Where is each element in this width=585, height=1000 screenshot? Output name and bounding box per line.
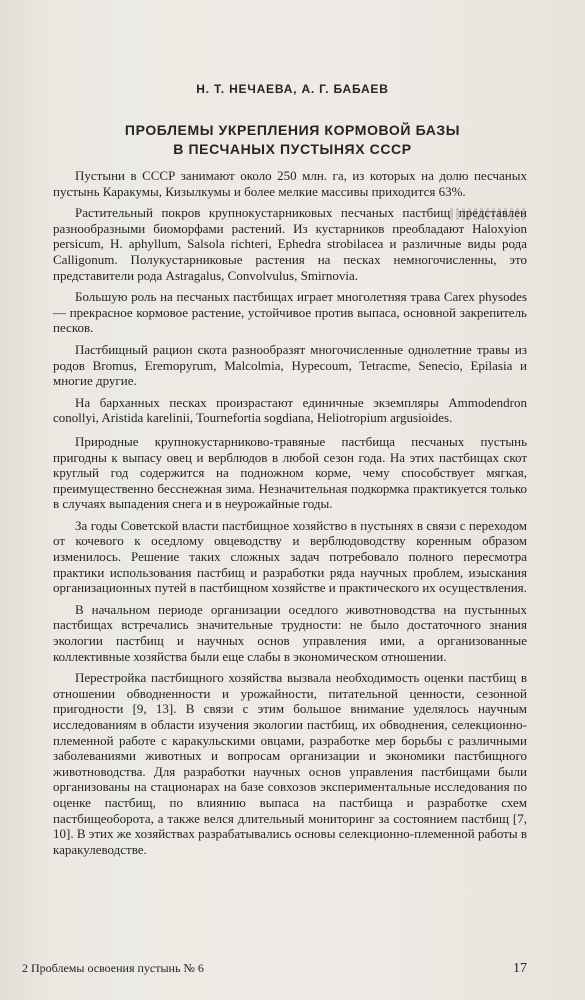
page-footer	[22, 961, 527, 977]
paragraph-1: Пустыни в СССР занимают около 250 млн. га, из которых на долю песчаных пустынь Каракумы, Кизылкумы и более мелкие массивы приходится 63%.	[53, 168, 527, 199]
paragraph-5: На барханных песках произрастают единичные экземпляры Ammodendron conollyi, Aristida karelinii, Tournefortia sogdiana, Heliotropium argusioides.	[53, 394, 527, 426]
title-line-1: ПРОБЛЕМЫ УКРЕПЛЕНИЯ КОРМОВОЙ БАЗЫ	[124, 122, 461, 138]
paragraph-3: Большую роль на песчаных пастбищах играет многолетняя трава Carex physodes — прекрасное кормовое растение, устойчивое против выпаса, основной закрепитель песков.	[53, 289, 527, 336]
paragraph-8: В начальном периоде организации оседлого животноводства на пустынных пастбищах встречались значительные трудности: не было достаточного знания экологии пастбищ и научных основ управления ими, а организованные коллективные хозяйства были еще слабы в экономическом отношении.	[53, 601, 527, 664]
article-body	[53, 168, 527, 863]
article-title	[60, 121, 525, 159]
page-number: 17	[513, 961, 527, 976]
paragraph-2: Растительный покров крупнокустарниковых песчаных пастбищ представлен разнообразными биоморфами растений. Из кустарников преобладают Haloxyion persicum, H. aphyllum, Salsola richteri, Ephedra strobilacea и различные виды рода Calligonum. Полукустарниковые растения на песках немногочисленны, это представители рода Astragalus, Convolvulus, Smirnovia.	[53, 205, 527, 283]
paragraph-9: Перестройка пастбищного хозяйства вызвала необходимость оценки пастбищ в отношении обводненности и урожайности, питательной ценности, сезонной пригодности [9, 13]. В связи с этим большое внимание уделялось научным исследованиям в области изучения экологии пастбищ, их обводнения, селекционно-племенной работе с каракульскими овцами, разработке мер борьбы с различными заболеваниями животных и вопросам организации и экономики пастбищного животноводства. Для разработки научных основ управления пастбищами были организованы на стационарах на базе совхозов экспериментальные исследования по оценке пастбищ, по влиянию выпаса на пастбища и разработке схем пастбищеоборота, а также велся длительный мониторинг за состоянием пастбищ [7, 10]. В этих же хозяйствах разрабатывались основы селекционно-племенной работы в каракулеводстве.	[53, 670, 527, 857]
title-line-2: В ПЕСЧАНЫХ ПУСТЫНЯХ СССР	[173, 141, 412, 157]
signature-mark: 2 Проблемы освоения пустынь № 6	[22, 961, 204, 975]
paragraph-4: Пастбищный рацион скота разнообразят многочисленные однолетние травы из родов Bromus, Eremopyrum, Malcolmia, Hypecoum, Tetracme, Senecio, Epilasia и многие другие.	[53, 341, 527, 389]
article-authors: Н. Т. НЕЧАЕВА, А. Г. БАБАЕВ	[196, 82, 389, 96]
paragraph-7: За годы Советской власти пастбищное хозяйство в пустынях в связи с переходом от кочевого к оседлому овцеводству и верблюдоводству коренным образом изменилось. Решение таких сложных задач потребовало полного пересмотра практики использования пастбищ и разработки ряда научных проблем, изыскания организационных путей в пастбищном хозяйстве и практического их осуществления.	[53, 517, 527, 596]
paragraph-6: Природные крупнокустарниково-травяные пастбища песчаных пустынь пригодны к выпасу овец и верблюдов в любой сезон года. На этих пастбищах скот круглый год содержится на подножном корме, чему способствует мягкая, преимущественно бесснежная зима. Незначительная подкормка практикуется только в случаях выпадения снега и в неурожайные годы.	[53, 433, 527, 512]
